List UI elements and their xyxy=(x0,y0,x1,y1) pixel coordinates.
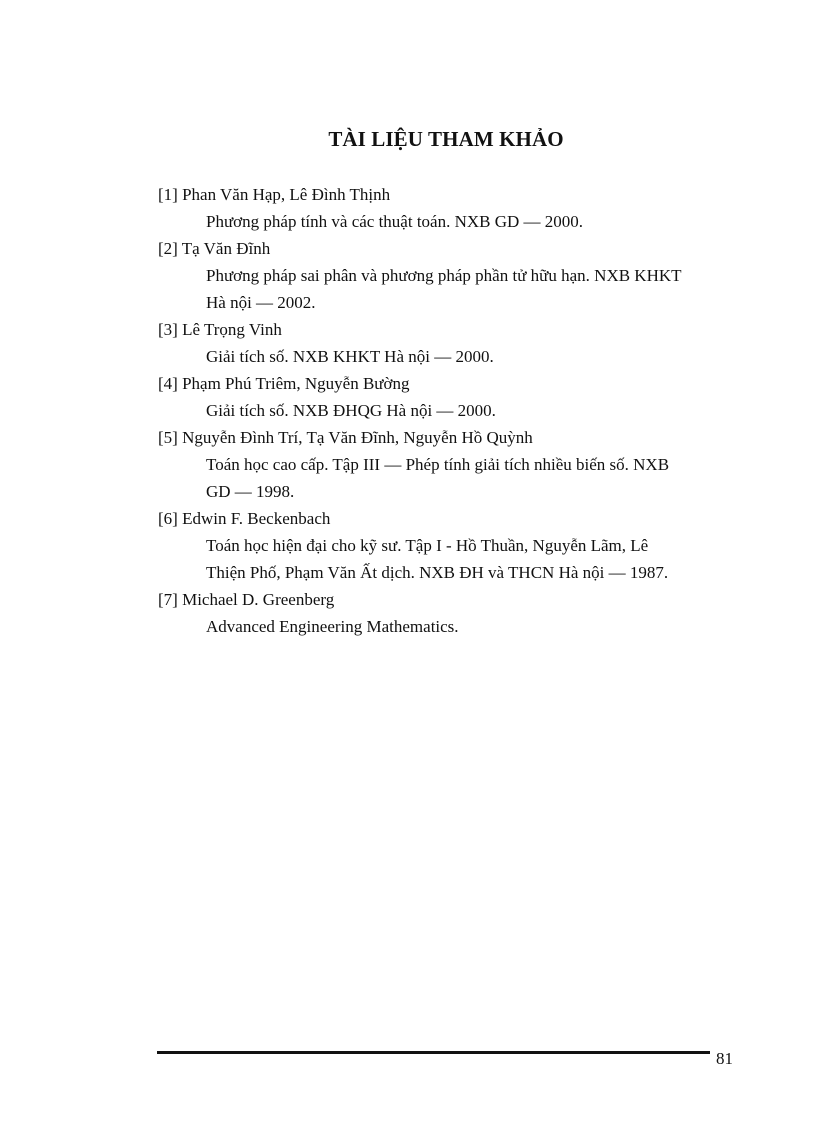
reference-authors: [3] Lê Trọng Vinh xyxy=(158,320,282,339)
reference-item xyxy=(158,586,738,640)
reference-item xyxy=(158,370,738,424)
reference-detail: Toán học cao cấp. Tập III — Phép tính giải tích nhiều biến số. NXB xyxy=(206,455,670,474)
reference-item xyxy=(158,316,738,370)
reference-list xyxy=(158,181,738,640)
reference-item xyxy=(158,505,738,586)
reference-authors: [6] Edwin F. Beckenbach xyxy=(158,509,331,528)
reference-detail: Toán học hiện đại cho kỹ sư. Tập I - Hồ Thuần, Nguyễn Lãm, Lê xyxy=(206,536,649,555)
reference-authors: [2] Tạ Văn Đĩnh xyxy=(158,239,271,258)
reference-detail: Phương pháp sai phân và phương pháp phần tử hữu hạn. NXB KHKT xyxy=(206,266,682,285)
reference-detail: Giải tích số. NXB ĐHQG Hà nội — 2000. xyxy=(206,401,496,420)
reference-detail: Phương pháp tính và các thuật toán. NXB GD — 2000. xyxy=(206,212,584,231)
reference-item xyxy=(158,235,738,316)
reference-detail: Thiện Phố, Phạm Văn Ất dịch. NXB ĐH và THCN Hà nội — 1987. xyxy=(206,563,669,582)
reference-detail: Giải tích số. NXB KHKT Hà nội — 2000. xyxy=(206,347,494,366)
page-number: 81 xyxy=(716,1049,733,1068)
page-title: TÀI LIỆU THAM KHẢO xyxy=(328,127,564,151)
reference-authors: [5] Nguyễn Đình Trí, Tạ Văn Đĩnh, Nguyễn Hồ Quỳnh xyxy=(158,428,533,447)
reference-item xyxy=(158,424,738,505)
reference-detail: GD — 1998. xyxy=(206,482,295,501)
reference-authors: [1] Phan Văn Hạp, Lê Đình Thịnh xyxy=(158,185,391,204)
reference-authors: [4] Phạm Phú Triêm, Nguyễn Bường xyxy=(158,374,410,393)
reference-item xyxy=(158,181,738,235)
reference-detail: Advanced Engineering Mathematics. xyxy=(206,617,459,636)
footer-rule xyxy=(157,1051,710,1054)
reference-authors: [7] Michael D. Greenberg xyxy=(158,590,335,609)
reference-detail: Hà nội — 2002. xyxy=(206,293,316,312)
